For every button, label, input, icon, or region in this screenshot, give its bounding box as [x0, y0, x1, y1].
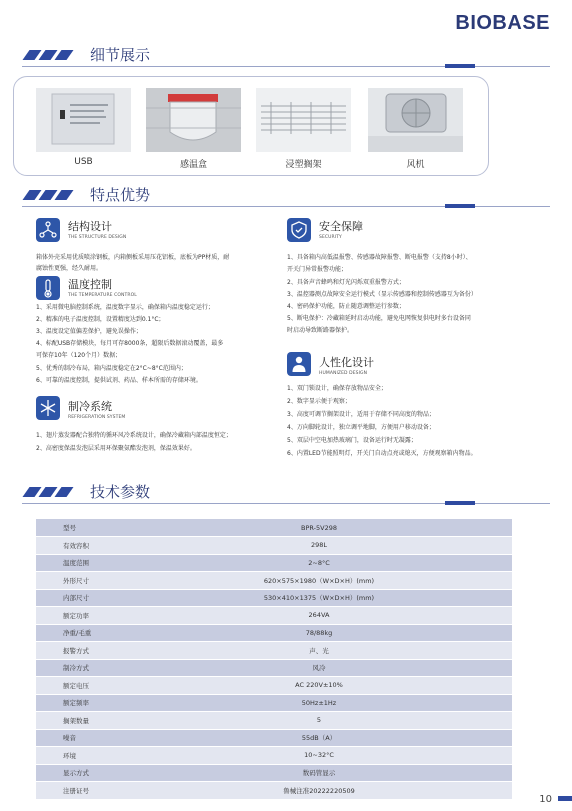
- feature-title-refrigeration: 制冷系统: [68, 400, 112, 413]
- table-row: [36, 624, 512, 642]
- feature-title-safety: 安全保障: [319, 220, 363, 233]
- feature-text: 5、优秀的制冷布局，箱内温度稳定在2°C~8°C范围内；: [36, 365, 187, 372]
- spec-value: 数码管显示: [126, 764, 512, 782]
- feature-title-human: 人性化设计: [319, 356, 374, 369]
- spec-value: 鲁械注准20222220509: [126, 782, 512, 800]
- feature-text: 时启动导致断路器保护。: [287, 327, 354, 334]
- feature-text: 5、双层中空电加热玻璃门，设备运行时无凝露；: [287, 437, 417, 444]
- feature-subtitle-structure: THE STRUCTURE DESIGN: [68, 235, 127, 240]
- stripes-icon: [22, 487, 80, 497]
- page-number: 10: [539, 794, 552, 805]
- snowflake-icon: [36, 396, 60, 420]
- feature-text: 1、双门锁设计，确保存放物品安全；: [287, 385, 387, 392]
- feature-subtitle-safety: SECURITY: [319, 235, 342, 240]
- spec-key: 型号: [36, 519, 126, 537]
- table-row: [36, 747, 512, 765]
- feature-text: 1、具备箱内高低温报警、传感器故障报警、断电报警（支持8小时）、: [287, 254, 472, 261]
- spec-value: 530×410×1375（W×D×H）(mm): [126, 589, 512, 607]
- feature-subtitle-temperature: THE TEMPERATURE CONTROL: [68, 293, 137, 298]
- thermometer-icon: [36, 276, 60, 300]
- feature-text: 6、可靠的温度控制，提供试剂、药品、样本所需的存储环境。: [36, 377, 202, 384]
- page-marker: [558, 796, 572, 801]
- detail-label-usb: USB: [74, 157, 93, 167]
- spec-key: 内部尺寸: [36, 589, 126, 607]
- table-row: [36, 677, 512, 695]
- spec-key: 搁架数量: [36, 712, 126, 730]
- spec-value: 声、光: [126, 642, 512, 660]
- spec-value: AC 220V±10%: [126, 677, 512, 695]
- spec-value: 298L: [126, 537, 512, 555]
- spec-value: 50Hz±1Hz: [126, 694, 512, 712]
- spec-key: 有效容积: [36, 537, 126, 555]
- stripes-icon: [22, 190, 80, 200]
- usb-panel-image: [36, 88, 131, 152]
- spec-key: 额定电压: [36, 677, 126, 695]
- spec-value: 620×575×1980（W×D×H）(mm): [126, 572, 512, 590]
- spec-key: 环境: [36, 747, 126, 765]
- table-row: [36, 554, 512, 572]
- divider-accent: [445, 204, 475, 208]
- table-row: [36, 537, 512, 555]
- feature-text: 3、温度设定值偏差保护，避免误操作；: [36, 328, 142, 335]
- feature-text: 3、温控器测点故障安全运行模式（显示传感器和控制传感器互为备份）: [287, 291, 477, 298]
- spec-key: 额定频率: [36, 694, 126, 712]
- feature-text: 1、采用微电脑控制系统，温度数字显示，确保箱内温度稳定运行；: [36, 304, 214, 311]
- feature-text: 5、断电保护：冷藏箱延时启动功能，避免电网恢复供电时多台设备同: [287, 315, 471, 322]
- spec-key: 额定功率: [36, 607, 126, 625]
- feature-text: 4、密码保护功能，防止随意调整运行参数；: [287, 303, 405, 310]
- feature-text: 可保存10年（120个月）数据；: [36, 352, 122, 359]
- feature-text: 2、具备声音蜂鸣和灯光闪烁双重报警方式；: [287, 279, 405, 286]
- feature-text: 4、万向脚轮设计，独立调平地脚，方便用户移动设备；: [287, 424, 435, 431]
- feature-subtitle-human: HUMANIZED DESIGN: [319, 371, 368, 376]
- shield-check-icon: [287, 218, 311, 242]
- table-row: [36, 729, 512, 747]
- sensor-box-image: [146, 88, 241, 152]
- spec-value: 10~32°C: [126, 747, 512, 765]
- table-row: [36, 607, 512, 625]
- feature-title-temperature: 温度控制: [68, 278, 112, 291]
- person-icon: [287, 352, 311, 376]
- table-row: [36, 764, 512, 782]
- feature-text: 2、数字显示便于观察；: [287, 398, 351, 405]
- feature-text: 1、翅片蒸发器配合独特的循环风冷系统设计，确保冷藏箱内部温度恒定；: [36, 432, 232, 439]
- table-row: [36, 659, 512, 677]
- section-heading: 技术参数: [90, 483, 151, 501]
- feature-text: 腐蚀性更强，经久耐用。: [36, 265, 103, 272]
- brand-logo: BIOBASE: [455, 12, 550, 34]
- spec-key: 注册证号: [36, 782, 126, 800]
- spec-key: 外形尺寸: [36, 572, 126, 590]
- spec-key: 温度范围: [36, 554, 126, 572]
- table-row: [36, 712, 512, 730]
- section-heading: 细节展示: [90, 46, 151, 64]
- table-row: [36, 589, 512, 607]
- table-row: [36, 694, 512, 712]
- divider-accent: [445, 64, 475, 68]
- table-row: [36, 519, 512, 537]
- feature-text: 4、标配USB存储模块，每月可存8000条，超限后数据滚动覆盖，最多: [36, 340, 224, 347]
- table-row: [36, 782, 512, 800]
- spec-table: [36, 519, 512, 800]
- divider-accent: [445, 501, 475, 505]
- spec-key: 显示方式: [36, 764, 126, 782]
- feature-text: 2、高密度保温发泡层采用环保聚氨酯发泡剂，保温效果好。: [36, 445, 196, 452]
- spec-key: 制冷方式: [36, 659, 126, 677]
- section-heading: 特点优势: [90, 186, 151, 204]
- feature-text: 开关门异常报警功能；: [287, 266, 348, 273]
- spec-value: 55dB（A）: [126, 729, 512, 747]
- detail-label-shelf: 浸塑搁架: [285, 160, 322, 170]
- feature-text: 3、高度可调节搁架设计，适用于存储不同高度的物品；: [287, 411, 435, 418]
- feature-text: 6、内置LED节能照明灯，开关门自动点亮或熄灭，方便观察箱内物品。: [287, 450, 477, 457]
- detail-label-sensor-box: 感温盒: [179, 160, 207, 170]
- feature-text: 2、精准的电子温度控制，设置精度达到0.1°C；: [36, 316, 165, 323]
- spec-key: 噪音: [36, 729, 126, 747]
- stripes-icon: [22, 50, 80, 60]
- table-row: [36, 642, 512, 660]
- spec-key: 报警方式: [36, 642, 126, 660]
- spec-value: 5: [126, 712, 512, 730]
- spec-value: BPR-5V298: [126, 519, 512, 537]
- spec-value: 2~8°C: [126, 554, 512, 572]
- shelf-image: [256, 88, 351, 152]
- spec-value: 264VA: [126, 607, 512, 625]
- spec-key: 净重/毛重: [36, 624, 126, 642]
- table-row: [36, 572, 512, 590]
- feature-text: 箱体外壳采用优质喷涂钢板，内箱侧板采用压花铝板，底板为PP材质，耐: [36, 254, 230, 261]
- feature-title-structure: 结构设计: [68, 220, 112, 233]
- detail-label-fan: 风机: [406, 160, 425, 170]
- feature-subtitle-refrigeration: REFRIGERATION SYSTEM: [68, 415, 126, 420]
- spec-value: 78/88kg: [126, 624, 512, 642]
- fan-image: [368, 88, 463, 152]
- spec-value: 风冷: [126, 659, 512, 677]
- structure-icon: [36, 218, 60, 242]
